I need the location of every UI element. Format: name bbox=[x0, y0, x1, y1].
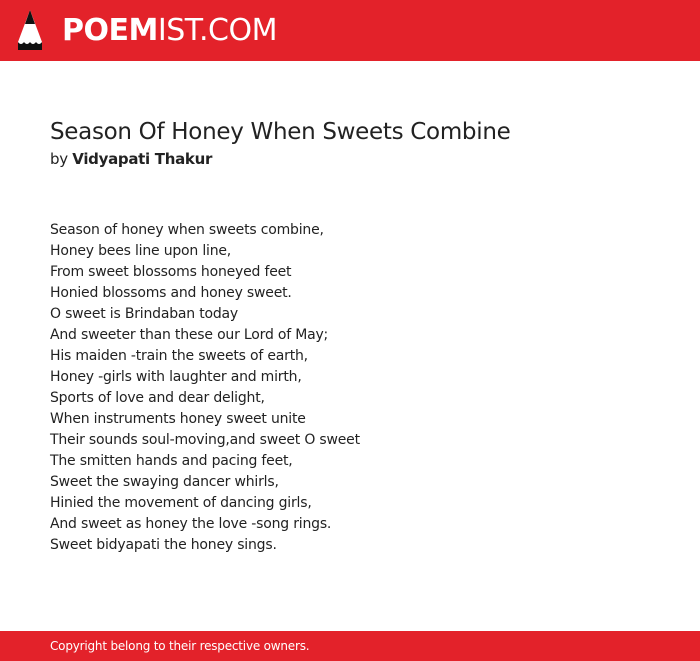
poem-line: And sweet as honey the love -song rings. bbox=[50, 516, 332, 532]
poem-line: Sweet bidyapati the honey sings. bbox=[50, 537, 277, 553]
pencil-tip-icon bbox=[17, 9, 43, 51]
poem-line: O sweet is Brindaban today bbox=[50, 306, 238, 322]
poem-line: From sweet blossoms honeyed feet bbox=[50, 264, 292, 280]
poem-line: Honey bees line upon line, bbox=[50, 243, 232, 259]
poem-line: Sweet the swaying dancer whirls, bbox=[50, 474, 279, 490]
page-title: Season Of Honey When Sweets Combine bbox=[50, 119, 511, 145]
poem-line: The smitten hands and pacing feet, bbox=[50, 453, 293, 469]
poem-line: And sweeter than these our Lord of May; bbox=[50, 327, 329, 343]
poem-line: Honey -girls with laughter and mirth, bbox=[50, 369, 302, 385]
logo-light-text: IST.COM bbox=[157, 13, 277, 48]
copyright-text: Copyright belong to their respective owners. bbox=[50, 639, 310, 653]
logo-bold-text: POEM bbox=[62, 13, 158, 48]
site-logo[interactable] bbox=[62, 12, 277, 50]
byline bbox=[50, 148, 670, 170]
site-header bbox=[0, 0, 700, 61]
poem-line: Season of honey when sweets combine, bbox=[50, 222, 324, 238]
poem-line: Their sounds soul-moving,and sweet O sweet bbox=[50, 432, 360, 448]
poem-line: Honied blossoms and honey sweet. bbox=[50, 285, 292, 301]
poem-line: Sports of love and dear delight, bbox=[50, 390, 265, 406]
poem-body bbox=[50, 220, 670, 556]
poem-content bbox=[50, 116, 670, 556]
site-footer bbox=[0, 631, 700, 661]
author-name: Vidyapati Thakur bbox=[72, 150, 213, 168]
poem-line: Hinied the movement of dancing girls, bbox=[50, 495, 312, 511]
by-label: by bbox=[50, 150, 68, 168]
poem-line: When instruments honey sweet unite bbox=[50, 411, 306, 427]
poem-line: His maiden -train the sweets of earth, bbox=[50, 348, 308, 364]
